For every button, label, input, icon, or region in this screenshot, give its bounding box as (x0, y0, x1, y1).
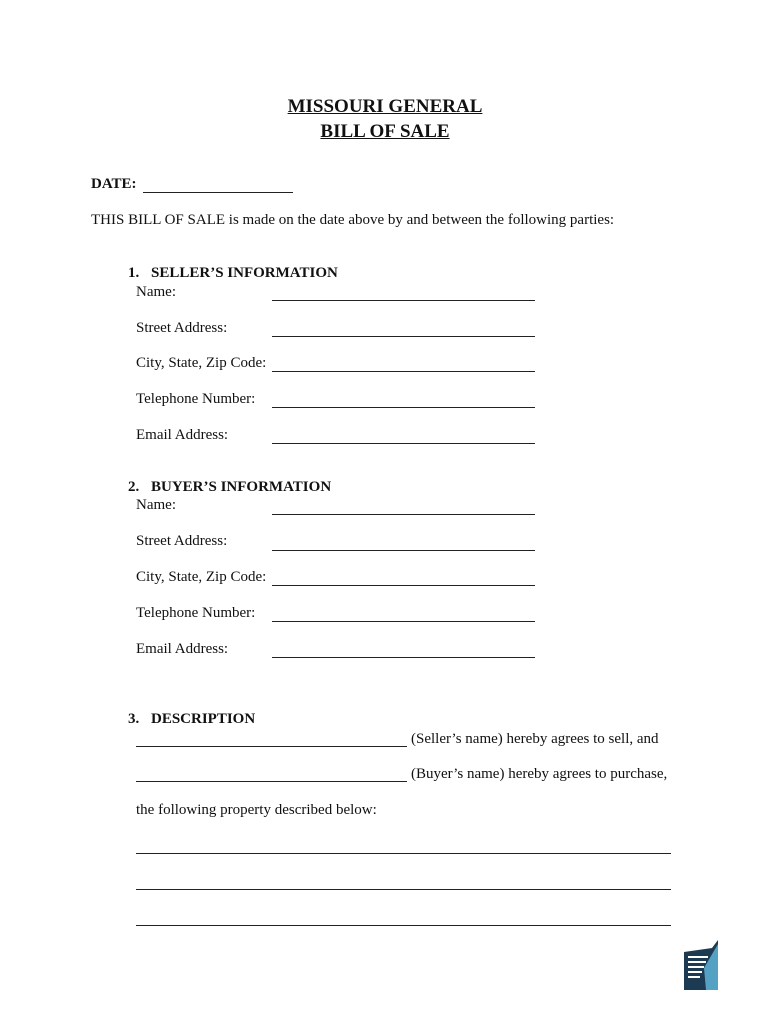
seller-section-number: 1. (128, 265, 140, 281)
buyer-city-label: City, State, Zip Code: (136, 569, 267, 585)
seller-agreement-text: (Seller’s name) hereby agrees to sell, and (411, 731, 659, 747)
property-description-line-2[interactable] (136, 889, 671, 890)
buyer-section-title: BUYER’S INFORMATION (151, 479, 332, 495)
buyer-phone-field[interactable] (272, 621, 535, 622)
buyer-section-number: 2. (128, 479, 140, 495)
seller-email-label: Email Address: (136, 427, 229, 443)
seller-name-label: Name: (136, 284, 176, 300)
buyer-email-label: Email Address: (136, 641, 229, 657)
intro-text: THIS BILL OF SALE is made on the date above by and between the following parties: (91, 212, 615, 228)
buyer-name-field[interactable] (272, 514, 535, 515)
buyer-name-label: Name: (136, 497, 176, 513)
seller-city-field[interactable] (272, 371, 535, 372)
description-section-title: DESCRIPTION (151, 711, 256, 727)
buyer-email-field[interactable] (272, 657, 535, 658)
property-description-line-3[interactable] (136, 925, 671, 926)
buyer-phone-label: Telephone Number: (136, 605, 256, 621)
date-label: DATE: (91, 176, 137, 192)
seller-phone-label: Telephone Number: (136, 391, 256, 407)
seller-section-title: SELLER’S INFORMATION (151, 265, 338, 281)
description-section-heading (113, 694, 255, 745)
document-title-line2: BILL OF SALE (320, 121, 450, 142)
description-section-number: 3. (128, 711, 140, 727)
buyer-agreement-text: (Buyer’s name) hereby agrees to purchase, (411, 766, 668, 782)
seller-name-description-field[interactable] (136, 746, 407, 747)
buyer-city-field[interactable] (272, 585, 535, 586)
seller-phone-field[interactable] (272, 407, 535, 408)
seller-street-label: Street Address: (136, 320, 228, 336)
seller-name-field[interactable] (272, 300, 535, 301)
buyer-street-label: Street Address: (136, 533, 228, 549)
document-logo-icon (682, 938, 720, 992)
property-intro-text: the following property described below: (136, 802, 377, 818)
seller-city-label: City, State, Zip Code: (136, 355, 267, 371)
seller-email-field[interactable] (272, 443, 535, 444)
buyer-street-field[interactable] (272, 550, 535, 551)
date-field[interactable] (143, 192, 293, 193)
document-title-line1: MISSOURI GENERAL (287, 96, 483, 117)
seller-street-field[interactable] (272, 336, 535, 337)
property-description-line-1[interactable] (136, 853, 671, 854)
buyer-name-description-field[interactable] (136, 781, 407, 782)
